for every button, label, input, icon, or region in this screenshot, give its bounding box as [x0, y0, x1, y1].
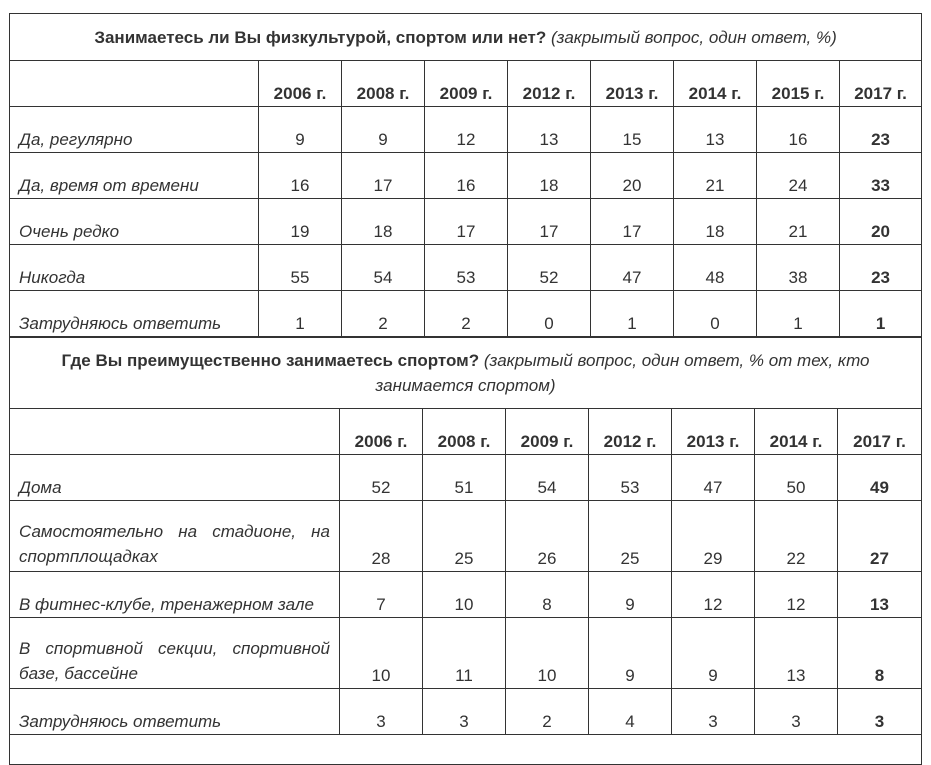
value-cell: 2 — [342, 291, 425, 337]
table2-header-empty — [10, 409, 340, 455]
value-cell: 3 — [672, 689, 755, 735]
value-cell: 52 — [508, 245, 591, 291]
value-cell: 15 — [591, 107, 674, 153]
value-cell: 12 — [755, 572, 838, 618]
value-cell-latest: 1 — [840, 291, 922, 337]
value-cell-latest: 13 — [838, 572, 922, 618]
value-cell: 18 — [508, 153, 591, 199]
table1-header-empty — [10, 61, 259, 107]
table1-question: Занимаетесь ли Вы физкультурой, спортом или нет? — [94, 27, 547, 47]
value-cell: 21 — [757, 199, 840, 245]
table1-question-row — [10, 14, 922, 61]
value-cell: 1 — [591, 291, 674, 337]
table1-year: 2009 г. — [425, 61, 508, 107]
table2-year: 2009 г. — [506, 409, 589, 455]
value-cell: 21 — [674, 153, 757, 199]
value-cell: 9 — [672, 618, 755, 689]
table1-year: 2012 г. — [508, 61, 591, 107]
value-cell-latest: 20 — [840, 199, 922, 245]
table2-question-row — [10, 338, 922, 409]
value-cell: 16 — [757, 107, 840, 153]
value-cell: 26 — [506, 501, 589, 572]
value-cell-latest: 33 — [840, 153, 922, 199]
value-cell: 20 — [591, 153, 674, 199]
value-cell: 52 — [340, 455, 423, 501]
value-cell-latest: 23 — [840, 107, 922, 153]
value-cell: 17 — [342, 153, 425, 199]
table2-year: 2012 г. — [589, 409, 672, 455]
value-cell: 10 — [506, 618, 589, 689]
value-cell: 3 — [340, 689, 423, 735]
value-cell: 53 — [589, 455, 672, 501]
table1-question-cell — [10, 14, 922, 61]
table2-header-row — [10, 409, 922, 455]
value-cell-latest: 23 — [840, 245, 922, 291]
table1-year: 2014 г. — [674, 61, 757, 107]
table1-year: 2015 г. — [757, 61, 840, 107]
value-cell: 54 — [342, 245, 425, 291]
value-cell: 10 — [423, 572, 506, 618]
table2-trailing-row — [10, 735, 922, 765]
table2-year: 2014 г. — [755, 409, 838, 455]
table1-year: 2008 г. — [342, 61, 425, 107]
table2-year: 2017 г. — [838, 409, 922, 455]
table2-year: 2008 г. — [423, 409, 506, 455]
table2-question-cell — [10, 338, 922, 409]
value-cell: 0 — [674, 291, 757, 337]
table2-row — [10, 455, 922, 501]
value-cell: 54 — [506, 455, 589, 501]
value-cell: 19 — [259, 199, 342, 245]
value-cell: 38 — [757, 245, 840, 291]
table2-note: (закрытый вопрос, один ответ, % от тех, кто занимается спортом) — [375, 351, 870, 395]
value-cell: 13 — [674, 107, 757, 153]
value-cell: 28 — [340, 501, 423, 572]
table2-question: Где Вы преимущественно занимаетесь спортом? — [61, 351, 480, 370]
value-cell: 17 — [425, 199, 508, 245]
value-cell-latest: 27 — [838, 501, 922, 572]
value-cell: 50 — [755, 455, 838, 501]
value-cell-latest: 8 — [838, 618, 922, 689]
value-cell: 9 — [589, 618, 672, 689]
table1-row — [10, 153, 922, 199]
value-cell: 12 — [425, 107, 508, 153]
value-cell: 11 — [423, 618, 506, 689]
sport-place-table — [9, 337, 922, 765]
row-label: Да, время от времени — [10, 153, 259, 199]
value-cell: 10 — [340, 618, 423, 689]
value-cell: 8 — [506, 572, 589, 618]
row-label: Самостоятельно на стадионе, на спортплощадках — [10, 501, 340, 572]
value-cell: 18 — [342, 199, 425, 245]
value-cell: 13 — [755, 618, 838, 689]
table1-header-row — [10, 61, 922, 107]
table2-row — [10, 501, 922, 572]
row-label: Да, регулярно — [10, 107, 259, 153]
value-cell: 53 — [425, 245, 508, 291]
row-label: Никогда — [10, 245, 259, 291]
table2-row — [10, 618, 922, 689]
value-cell: 48 — [674, 245, 757, 291]
value-cell: 16 — [259, 153, 342, 199]
table2-row — [10, 689, 922, 735]
value-cell: 25 — [423, 501, 506, 572]
value-cell: 7 — [340, 572, 423, 618]
value-cell: 17 — [591, 199, 674, 245]
table1-row — [10, 199, 922, 245]
value-cell: 2 — [506, 689, 589, 735]
value-cell: 4 — [589, 689, 672, 735]
table2-year: 2006 г. — [340, 409, 423, 455]
value-cell: 3 — [423, 689, 506, 735]
value-cell: 9 — [342, 107, 425, 153]
value-cell: 51 — [423, 455, 506, 501]
value-cell-latest: 3 — [838, 689, 922, 735]
table1-year: 2013 г. — [591, 61, 674, 107]
value-cell: 1 — [259, 291, 342, 337]
value-cell: 3 — [755, 689, 838, 735]
value-cell: 17 — [508, 199, 591, 245]
table1-year: 2006 г. — [259, 61, 342, 107]
row-label: Затрудняюсь ответить — [10, 689, 340, 735]
table1-row — [10, 291, 922, 337]
row-label: Затрудняюсь ответить — [10, 291, 259, 337]
table2-row — [10, 572, 922, 618]
row-label: Дома — [10, 455, 340, 501]
value-cell: 16 — [425, 153, 508, 199]
table1-year: 2017 г. — [840, 61, 922, 107]
value-cell: 47 — [672, 455, 755, 501]
table1-row — [10, 107, 922, 153]
table1-row — [10, 245, 922, 291]
value-cell: 12 — [672, 572, 755, 618]
value-cell: 25 — [589, 501, 672, 572]
value-cell: 29 — [672, 501, 755, 572]
value-cell-latest: 49 — [838, 455, 922, 501]
trailing-empty-cell — [10, 735, 922, 765]
value-cell: 0 — [508, 291, 591, 337]
value-cell: 22 — [755, 501, 838, 572]
value-cell: 9 — [259, 107, 342, 153]
table2-year: 2013 г. — [672, 409, 755, 455]
table1-note: (закрытый вопрос, один ответ, %) — [550, 27, 837, 47]
value-cell: 2 — [425, 291, 508, 337]
row-label: В фитнес-клубе, тренажерном зале — [10, 572, 340, 618]
value-cell: 9 — [589, 572, 672, 618]
value-cell: 13 — [508, 107, 591, 153]
row-label: Очень редко — [10, 199, 259, 245]
sport-frequency-table — [9, 13, 922, 337]
value-cell: 47 — [591, 245, 674, 291]
value-cell: 18 — [674, 199, 757, 245]
value-cell: 24 — [757, 153, 840, 199]
value-cell: 1 — [757, 291, 840, 337]
row-label: В спортивной секции, спортивной базе, бассейне — [10, 618, 340, 689]
value-cell: 55 — [259, 245, 342, 291]
